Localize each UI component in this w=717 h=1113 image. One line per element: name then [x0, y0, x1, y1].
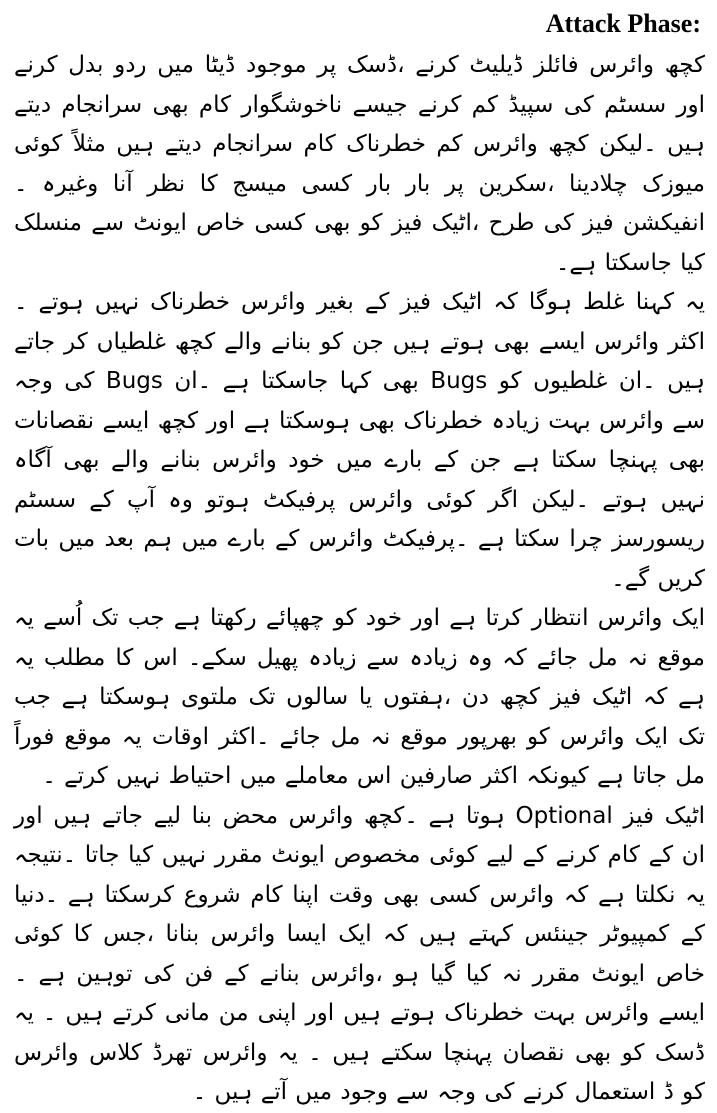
paragraph-1: کچھ وائرس فائلز ڈیلیٹ کرنے ،ڈسک پر موجود ڈیٹا میں ردو بدل کرنے اور سسٹم کی سپیڈ کم کرنے جیسے ناخوشگوار کام بھی سرانجام دیتے ہیں ۔لیکن کچھ وائرس کم خطرناک کام سرانجام دیتے ہیں مثلاً کوئی میوزک چلادینا ،سکرین پر بار بار کسی میسج کا نظر آنا وغیرہ ۔انفیکشن فیز کی طرح ،اٹیک فیز کو بھی کسی خاص ایونٹ سے منسلک کیا جاسکتا ہے۔: [14, 52, 705, 276]
paragraph-4: اٹیک فیز Optional ہوتا ہے ۔کچھ وائرس محض بنا لیے جاتے ہیں اور ان کے کام کرنے کے لیے کوئی مخصوص ایونٹ مقرر نہیں کیا جاتا ۔نتیجہ یہ نکلتا ہے کہ وائرس کسی بھی وقت اپنا کام شروع کرسکتا ہے ۔دنیا کے کمپیوٹر جینئس کہتے ہیں کہ ایک ایسا وائرس بنانا ،جس کا کوئی خاص ایونٹ مقرر نہ کیا گیا ہو ،وائرس بنانے کے فن کی توہین ہے ۔ایسے وائرس بہت خطرناک ہوتے ہیں اور اپنی من مانی کرتے ہیں ۔ یہ ڈسک کو بھی نقصان پہنچا سکتے ہیں ۔ یہ وائرس تھرڈ کلاس وائرس کو ڈ استعمال کرنے کی وجہ سے وجود میں آتے ہیں ۔: [14, 802, 705, 1105]
paragraph-2: یہ کہنا غلط ہوگا کہ اٹیک فیز کے بغیر وائرس خطرناک نہیں ہوتے ۔اکثر وائرس ایسے بھی ہوتے ہیں جن کو بنانے والے کچھ غلطیاں کر جاتے ہیں ۔ان غلطیوں کو Bugs بھی کہا جاسکتا ہے ۔ان Bugs کی وجہ سے وائرس بہت زیادہ خطرناک بھی ہوسکتا ہے اور کچھ ایسے نقصانات بھی پہنچا سکتا ہے جن کے بارے میں خود وائرس بنانے والے بھی آگاہ نہیں ہوتے ۔لیکن اگر کوئی وائرس پرفیکٹ ہوتو وہ آپ کے سسٹم ریسورسز چرا سکتا ہے ۔پرفیکٹ وائرس کے بارے میں ہم بعد میں بات کریں گے۔: [14, 289, 706, 592]
section-heading: Attack Phase:: [545, 9, 701, 38]
paragraph-3: ایک وائرس انتظار کرتا ہے اور خود کو چھپائے رکھتا ہے جب تک اُسے یہ موقع نہ مل جائے کہ وہ زیادہ سے زیادہ پھیل سکے۔ اس کا مطلب یہ ہے کہ اٹیک فیز کچھ دن ،ہفتوں یا سالوں تک ملتوی ہوسکتا ہے جب تک ایک وائرس کو بھرپور موقع نہ مل جائے ۔اکثر اوقات یہ موقع فوراً مل جاتا ہے کیونکہ اکثر صارفین اس معاملے میں احتیاط نہیں کرتے ۔: [14, 605, 705, 789]
